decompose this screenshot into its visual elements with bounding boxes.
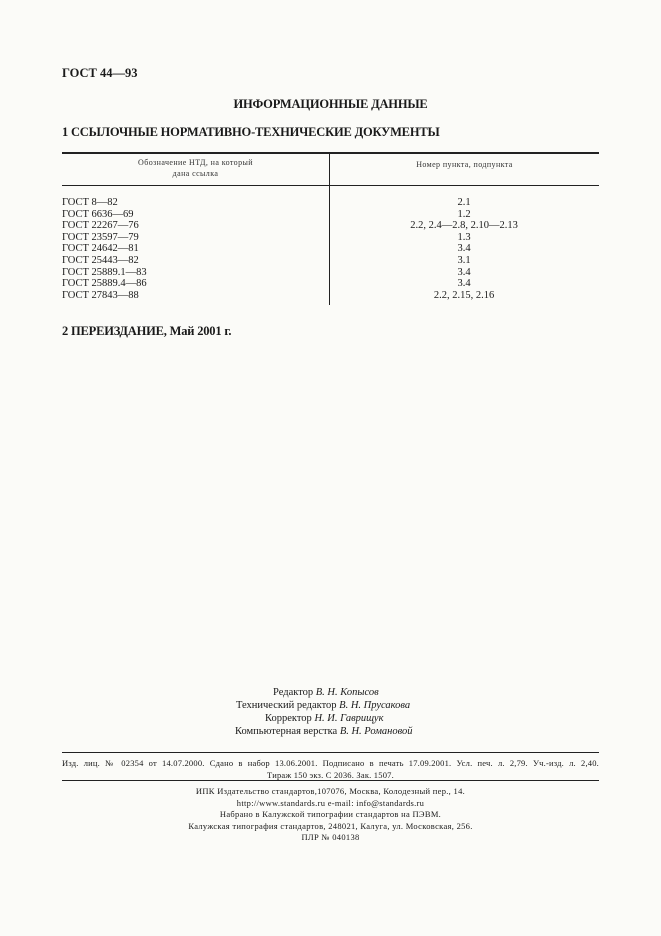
section-2-title: 2 ПЕРЕИЗДАНИЕ, Май 2001 г. xyxy=(62,324,232,338)
table-top-rule xyxy=(62,152,599,154)
table-header-doc-line1: Обозначение НТД, на который xyxy=(138,158,253,167)
credit-layout xyxy=(235,725,661,738)
credit-tech-editor xyxy=(236,699,661,712)
publisher-line-4: Калужская типография стандартов, 248021, Калуга, ул. Московская, 256. xyxy=(188,820,473,831)
publisher-line-5: ПЛР № 040138 xyxy=(301,832,360,843)
table-row-clause: 1.2 xyxy=(457,208,471,220)
table-header-clause: Номер пункта, подпункта xyxy=(416,160,513,169)
section-1-title: 1 ССЫЛОЧНЫЕ НОРМАТИВНО-ТЕХНИЧЕСКИЕ ДОКУМЕНТЫ xyxy=(62,125,440,139)
table-header-doc xyxy=(62,157,329,179)
credit-person: Н. И. Гаврищук xyxy=(314,713,384,724)
credit-person: В. Н. Романовой xyxy=(339,726,413,737)
credit-role: Редактор xyxy=(273,687,314,698)
table-row-doc: ГОСТ 8—82 xyxy=(62,197,118,208)
table-row-doc: ГОСТ 25889.4—86 xyxy=(62,278,147,290)
table-row-doc: ГОСТ 22267—76 xyxy=(62,220,139,232)
table-row-doc: ГОСТ 25443—82 xyxy=(62,254,139,266)
table-row-doc: ГОСТ 24642—81 xyxy=(62,243,139,255)
credit-person: В. Н. Копысов xyxy=(315,687,379,698)
table-row-clause: 3.1 xyxy=(457,254,471,266)
credit-editor xyxy=(273,686,661,699)
publisher-line-3: Набрано в Калужской типографии стандартов на ПЭВМ. xyxy=(219,809,442,820)
table-row-doc: ГОСТ 25889.1—83 xyxy=(62,266,147,278)
table-row-clause: 2.2, 2.4—2.8, 2.10—2.13 xyxy=(410,220,518,232)
imprint-line-2: Тираж 150 экз. С 2036. Зак. 1507. xyxy=(267,770,394,780)
imprint-block xyxy=(62,757,599,781)
table-header-doc-line2: дана ссылка xyxy=(172,169,219,178)
credits-block xyxy=(0,686,661,738)
imprint-line-1: Изд. лиц. № 02354 от 14.07.2000. Сдано в набор 13.06.2001. Подписано в печать 17.09.2001. Усл. печ. л. 2,79. Уч.-изд. л. 2,40. xyxy=(62,758,599,768)
table-row-doc: ГОСТ 27843—88 xyxy=(62,289,139,301)
table-row-clause: 2.1 xyxy=(457,197,471,208)
publisher-top-rule xyxy=(62,780,599,781)
credit-role: Корректор xyxy=(265,713,312,724)
credit-proofreader xyxy=(265,712,661,725)
table-row-clause: 3.4 xyxy=(457,266,471,278)
table-doc-column xyxy=(62,197,147,301)
table-header-rule xyxy=(62,185,599,186)
table-clause-column xyxy=(329,197,599,301)
credit-person: В. Н. Прусакова xyxy=(339,700,411,711)
table-row-clause: 2.2, 2.15, 2.16 xyxy=(433,289,495,301)
credit-role: Компьютерная верстка xyxy=(235,726,338,737)
table-row-doc: ГОСТ 23597—79 xyxy=(62,231,139,243)
document-code: ГОСТ 44—93 xyxy=(62,66,138,80)
table-row-clause: 3.4 xyxy=(457,243,471,255)
publisher-line-2: http://www.standards.ru e-mail: info@standards.ru xyxy=(236,797,425,808)
credit-role: Технический редактор xyxy=(236,700,337,711)
publisher-line-1: ИПК Издательство стандартов,107076, Москва, Колодезный пер., 14. xyxy=(195,786,466,796)
table-row-clause: 3.4 xyxy=(457,278,471,290)
table-row-doc: ГОСТ 6636—69 xyxy=(62,208,134,220)
imprint-top-rule xyxy=(62,752,599,753)
table-row-clause: 1.3 xyxy=(457,231,471,243)
info-title: ИНФОРМАЦИОННЫЕ ДАННЫЕ xyxy=(233,97,428,111)
publisher-block xyxy=(0,786,661,844)
